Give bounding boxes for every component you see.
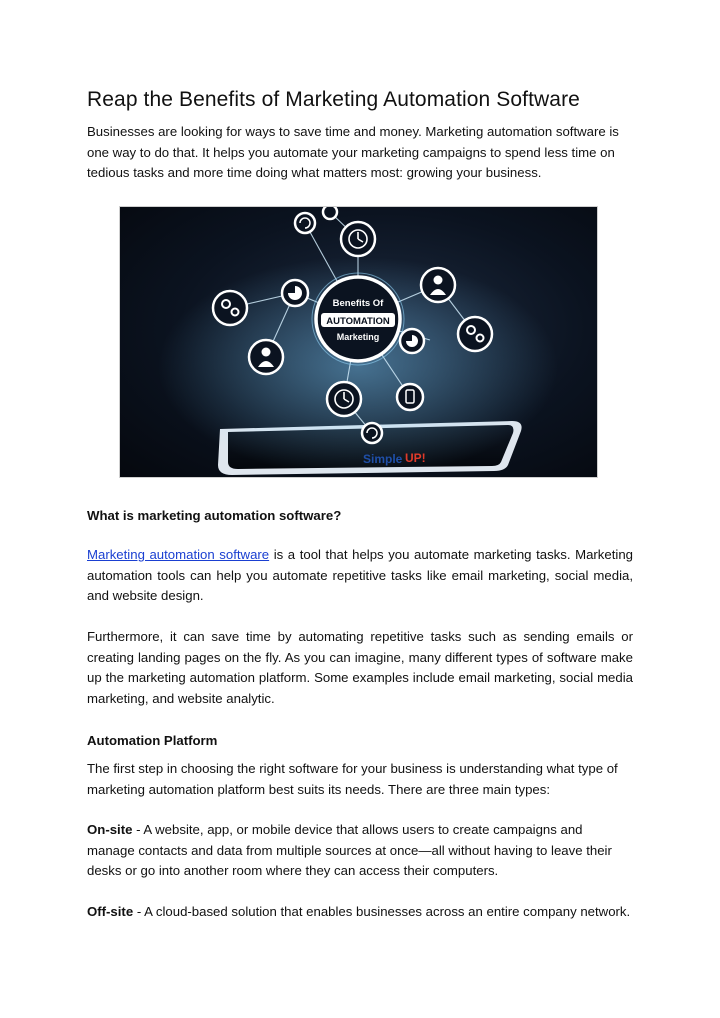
intro-paragraph: Businesses are looking for ways to save time and money. Marketing automation software is one way to do that. It helps you automate your marketing campaigns to spend less time on tedious tasks and more time doing what matters most: growing your business.	[87, 124, 619, 181]
platform-intro-paragraph: The first step in choosing the right software for your business is understanding what type of marketing automation platform best suits its needs. There are three main types:	[87, 761, 618, 797]
center-hub	[312, 273, 404, 365]
mobile-icon	[397, 384, 423, 410]
automation-network-graphic	[120, 207, 597, 477]
onsite-text: - A website, app, or mobile device that allows users to create campaigns and manage contacts and data from multiple sources at once—all without having to leave their desks or go into another room where they can access their computers.	[87, 822, 612, 879]
section-heading-what-is: What is marketing automation software?	[87, 508, 342, 523]
furthermore-paragraph: Furthermore, it can save time by automating repetitive tasks such as sending emails or creating landing pages on the fly. As you can imagine, many different types of software make up the marketing automation platform. Some examples include email marketing, social media marketing, and website analytic.	[87, 629, 633, 706]
offsite-text: - A cloud-based solution that enables businesses across an entire company network.	[133, 904, 631, 919]
onsite-term: On-site	[87, 822, 133, 837]
hub-line-2: AUTOMATION	[326, 316, 390, 327]
hub-line-1: Benefits Of	[332, 298, 384, 309]
logo-text-b: UP!	[405, 451, 426, 465]
offsite-term: Off-site	[87, 904, 134, 919]
hub-line-3: Marketing	[336, 332, 380, 342]
user-icon	[421, 268, 455, 302]
onsite-paragraph	[87, 820, 633, 882]
offsite-paragraph	[87, 902, 633, 923]
refresh-icon	[362, 423, 382, 443]
section-heading-platform: Automation Platform	[87, 733, 218, 748]
simpleup-logo	[360, 449, 428, 466]
gears-icon	[213, 291, 247, 325]
page-title: Reap the Benefits of Marketing Automation Software	[87, 88, 580, 111]
definition-paragraph	[87, 545, 633, 607]
hero-image	[120, 207, 597, 477]
gears-icon	[458, 317, 492, 351]
marketing-automation-link[interactable]: Marketing automation software	[87, 547, 270, 562]
node-dot	[323, 207, 337, 219]
user-icon	[249, 340, 283, 374]
refresh-icon	[295, 213, 315, 233]
definition-text: is a tool that helps you automate marketing tasks. Marketing automation tools can help you automate repetitive tasks like email marketing, social media, and website design.	[87, 547, 633, 604]
logo-text-a: Simple	[363, 452, 403, 466]
